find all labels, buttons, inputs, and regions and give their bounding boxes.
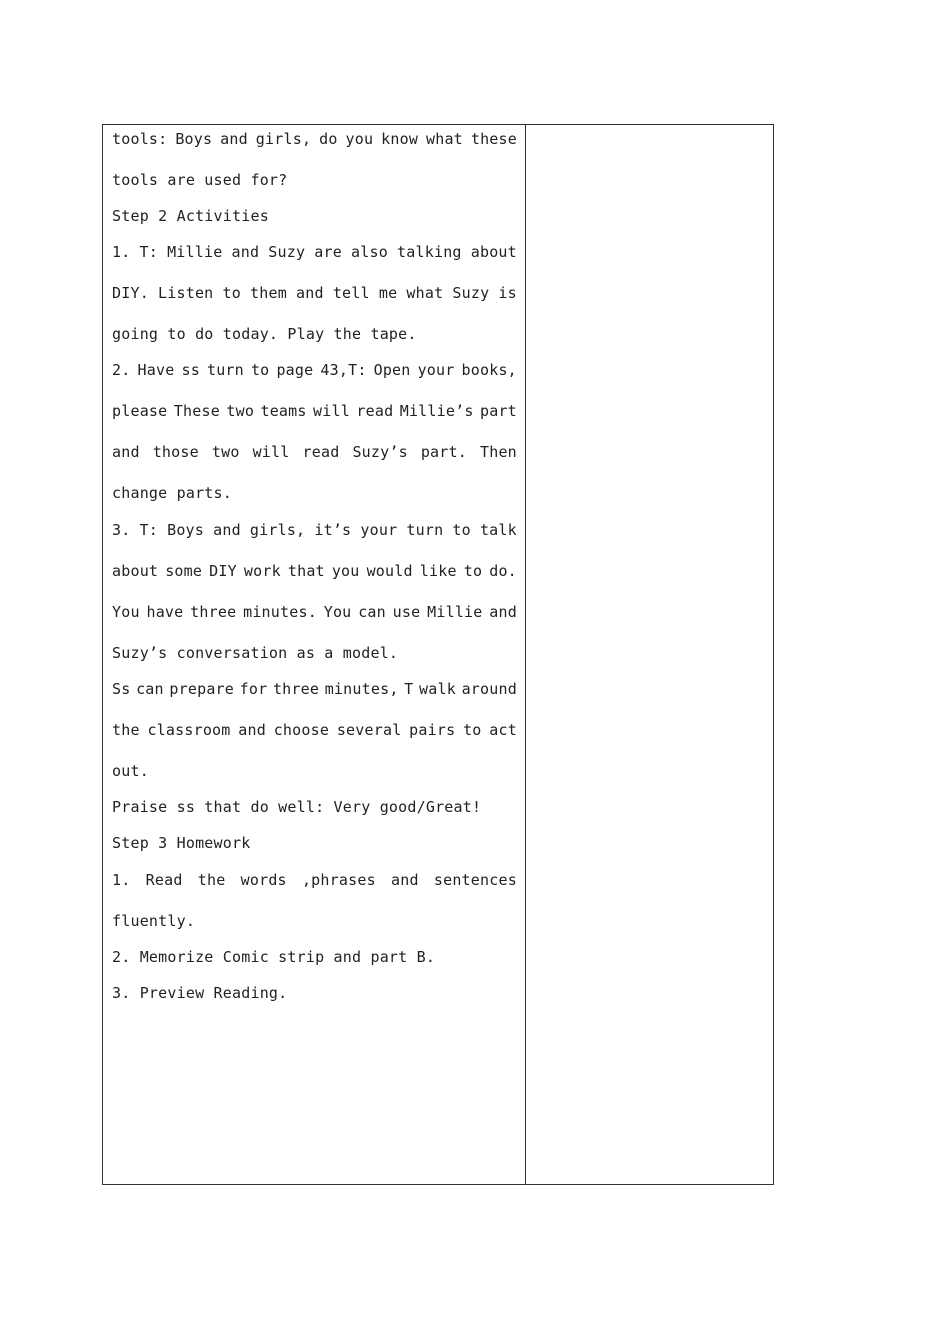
text-line: going to do today. Play the tape. <box>112 325 417 343</box>
text-line: and those two will read Suzy’s part. Then <box>112 443 517 461</box>
text-line: about some DIY work that you would like to do. <box>112 562 517 580</box>
text-line: 2. Memorize Comic strip and part B. <box>112 948 436 966</box>
text-line: Ss can prepare for three minutes, T walk around <box>112 680 517 698</box>
text-line: 3. Preview Reading. <box>112 984 288 1002</box>
step-heading: Step 3 Homework <box>112 834 251 852</box>
text-line: the classroom and choose several pairs to act <box>112 721 517 739</box>
text-line: tools: Boys and girls, do you know what these <box>112 130 517 148</box>
notes-cell <box>526 125 773 1184</box>
text-line: fluently. <box>112 912 196 930</box>
text-line: out. <box>112 762 149 780</box>
text-line: please These two teams will read Millie’s part <box>112 402 517 420</box>
text-line: Suzy’s conversation as a model. <box>112 644 399 662</box>
text-line: 1. Read the words ,phrases and sentences <box>112 871 517 889</box>
text-line: 2. Have ss turn to page 43,T: Open your books, <box>112 361 517 379</box>
text-line: tools are used for? <box>112 171 288 189</box>
text-line: DIY. Listen to them and tell me what Suzy is <box>112 284 517 302</box>
text-line: 1. T: Millie and Suzy are also talking about <box>112 243 517 261</box>
text-line: You have three minutes. You can use Millie and <box>112 603 517 621</box>
lesson-plan-table <box>102 124 774 1185</box>
text-line: change parts. <box>112 484 232 502</box>
text-line: 3. T: Boys and girls, it’s your turn to talk <box>112 521 517 539</box>
step-heading: Step 2 Activities <box>112 207 269 225</box>
text-line: Praise ss that do well: Very good/Great! <box>112 798 482 816</box>
